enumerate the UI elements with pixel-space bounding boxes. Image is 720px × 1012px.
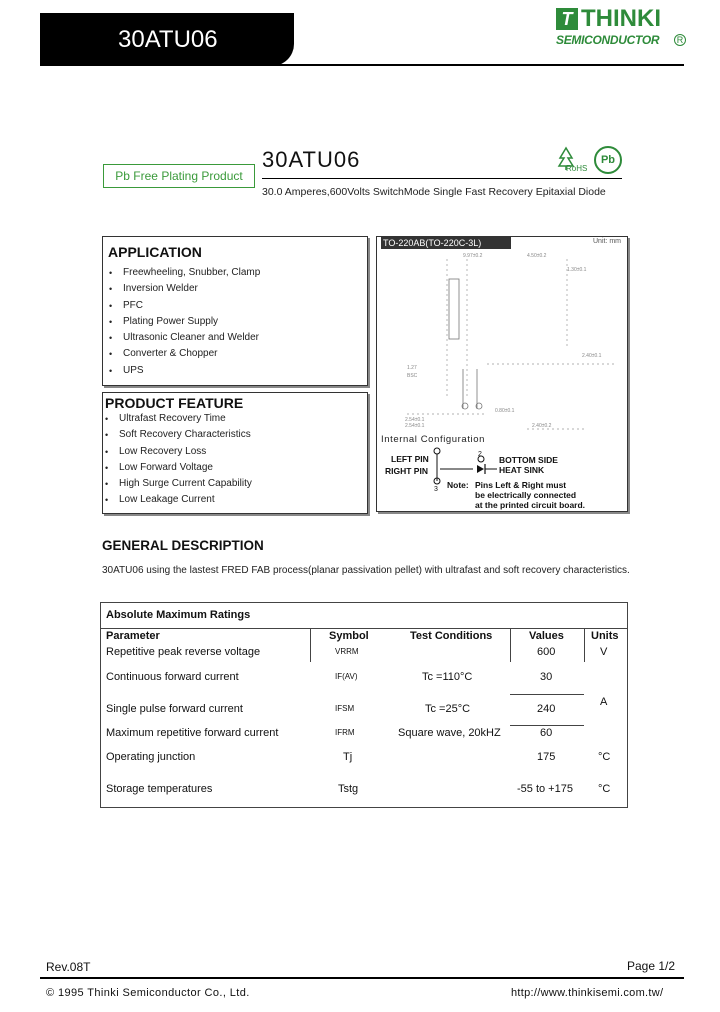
table-row-parameter: Continuous forward current [106, 671, 239, 683]
application-box [102, 236, 368, 386]
svg-text:2.54±0.1: 2.54±0.1 [405, 417, 425, 423]
header-symbol: Symbol [329, 630, 369, 642]
svg-text:1.30±0.1: 1.30±0.1 [567, 267, 587, 273]
table-row-parameter: Storage temperatures [106, 783, 213, 795]
list-item: • Freewheeling, Snubber, Clamp [109, 265, 260, 281]
header-rule [40, 64, 684, 66]
logo-sub: SEMICONDUCTOR [556, 33, 660, 47]
company-logo [556, 6, 688, 52]
logo-brand: THINKI [581, 5, 661, 32]
copyright: © 1995 Thinki Semiconductor Co., Ltd. [46, 987, 250, 999]
table-rule [584, 628, 585, 662]
table-row-symbol: IFRM [335, 728, 355, 737]
pin1-label [434, 447, 438, 448]
table-row-symbol: Tj [343, 751, 353, 763]
revision: Rev.08T [46, 960, 91, 974]
svg-text:0.80±0.1: 0.80±0.1 [495, 408, 515, 414]
general-description-title: GENERAL DESCRIPTION [102, 538, 264, 553]
lead-free-label: Pb [600, 154, 616, 166]
rohs-label: RoHS [566, 164, 588, 173]
list-item: • High Surge Current Capability [105, 476, 252, 492]
left-pin-label: LEFT PIN [391, 454, 429, 464]
application-list [109, 265, 260, 379]
list-item: • Ultrafast Recovery Time [105, 411, 252, 427]
package-diagram-box [376, 236, 628, 512]
table-row-symbol: IF(AV) [335, 672, 358, 681]
list-item: • Inversion Welder [109, 281, 260, 297]
ratings-table [100, 602, 628, 808]
table-row-symbol: IFSM [335, 704, 355, 713]
table-row-symbol: Tstg [338, 783, 359, 795]
table-rule [101, 628, 627, 629]
website-link[interactable]: http://www.thinkisemi.com.tw/ [511, 987, 664, 999]
heat-sink-label: HEAT SINK [499, 465, 545, 475]
internal-config-title: Internal Configuration [381, 434, 486, 445]
pb-free-badge: Pb Free Plating Product [103, 164, 255, 188]
note-line: at the printed circuit board. [475, 500, 586, 510]
svg-text:4.50±0.2: 4.50±0.2 [527, 253, 547, 259]
note-line: Pins Left & Right must [475, 480, 567, 490]
package-unit: Unit: mm [593, 238, 621, 245]
table-rule [510, 725, 584, 726]
svg-text:2.40±0.1: 2.40±0.1 [582, 353, 602, 359]
list-item: • UPS [109, 363, 260, 379]
page-number: Page 1/2 [627, 959, 676, 973]
table-row-unit: A [600, 696, 608, 708]
right-pin-label: RIGHT PIN [385, 466, 428, 476]
header-parameter: Parameter [106, 630, 160, 642]
list-item: • PFC [109, 298, 260, 314]
table-rule [510, 628, 511, 662]
ratings-caption: Absolute Maximum Ratings [106, 609, 251, 621]
table-rule [510, 694, 584, 695]
header-part-number: 30ATU06 [118, 26, 218, 53]
title-rule [262, 178, 622, 179]
table-row-value: 30 [540, 671, 553, 683]
pin2-label: 2 [478, 451, 482, 458]
product-subtitle: 30.0 Amperes,600Volts SwitchMode Single Fast Recovery Epitaxial Diode [262, 186, 606, 198]
general-description-text: 30ATU06 using the lastest FRED FAB process(planar passivation pellet) with ultrafast and soft recovery characteristics. [102, 565, 630, 576]
list-item: • Plating Power Supply [109, 314, 260, 330]
list-item: • Low Recovery Loss [105, 444, 252, 460]
application-title: APPLICATION [108, 244, 202, 260]
table-row-conditions: Tc =25°C [425, 703, 471, 715]
footer-rule [40, 977, 684, 979]
table-row-value: 60 [540, 727, 553, 739]
header-values: Values [529, 630, 564, 642]
product-feature-list [105, 411, 252, 509]
header-conditions: Test Conditions [410, 630, 493, 642]
svg-text:2.54±0.1: 2.54±0.1 [405, 423, 425, 429]
svg-text:2.40±0.2: 2.40±0.2 [532, 423, 552, 429]
package-drawing [377, 249, 627, 434]
table-row-parameter: Repetitive peak reverse voltage [106, 646, 261, 658]
table-row-conditions: Tc =110°C [422, 671, 473, 683]
note-label: Note: [447, 480, 469, 490]
list-item: • Soft Recovery Characteristics [105, 427, 252, 443]
table-row-parameter: Maximum repetitive forward current [106, 727, 279, 739]
lead-free-icon [594, 146, 622, 174]
table-row-value: 175 [537, 751, 556, 763]
rohs-icon [556, 146, 590, 176]
svg-text:1.27: 1.27 [407, 365, 417, 371]
list-item: • Ultrasonic Cleaner and Welder [109, 330, 260, 346]
list-item: • Converter & Chopper [109, 346, 260, 362]
table-row-value: 240 [537, 703, 556, 715]
table-row-value: -55 to +175 [517, 783, 573, 795]
package-label: TO-220AB(TO-220C-3L) [381, 237, 511, 249]
list-item: • Low Forward Voltage [105, 460, 252, 476]
registered-mark: R [674, 34, 686, 46]
bottom-side-label: BOTTOM SIDE [499, 455, 558, 465]
product-feature-box [102, 392, 368, 514]
table-row-value: 600 [537, 646, 556, 658]
note-line: be electrically connected [475, 490, 577, 500]
svg-text:9.97±0.2: 9.97±0.2 [463, 253, 483, 259]
table-row-unit: V [600, 646, 608, 658]
table-row-conditions: Square wave, 20kHZ [398, 727, 501, 739]
table-rule [310, 628, 311, 662]
table-row-parameter: Operating junction [106, 751, 196, 763]
table-row-parameter: Single pulse forward current [106, 703, 243, 715]
logo-mark-icon: T [556, 8, 578, 30]
product-feature-title: PRODUCT FEATURE [105, 395, 244, 411]
header-units: Units [591, 630, 619, 642]
pin3-label: 3 [434, 486, 438, 493]
table-row-symbol: VRRM [335, 647, 359, 656]
table-row-unit: °C [598, 751, 611, 763]
svg-text:BSC: BSC [407, 373, 418, 379]
list-item: • Low Leakage Current [105, 492, 252, 508]
header-part-banner [40, 13, 294, 66]
table-row-unit: °C [598, 783, 611, 795]
product-title: 30ATU06 [262, 147, 361, 172]
